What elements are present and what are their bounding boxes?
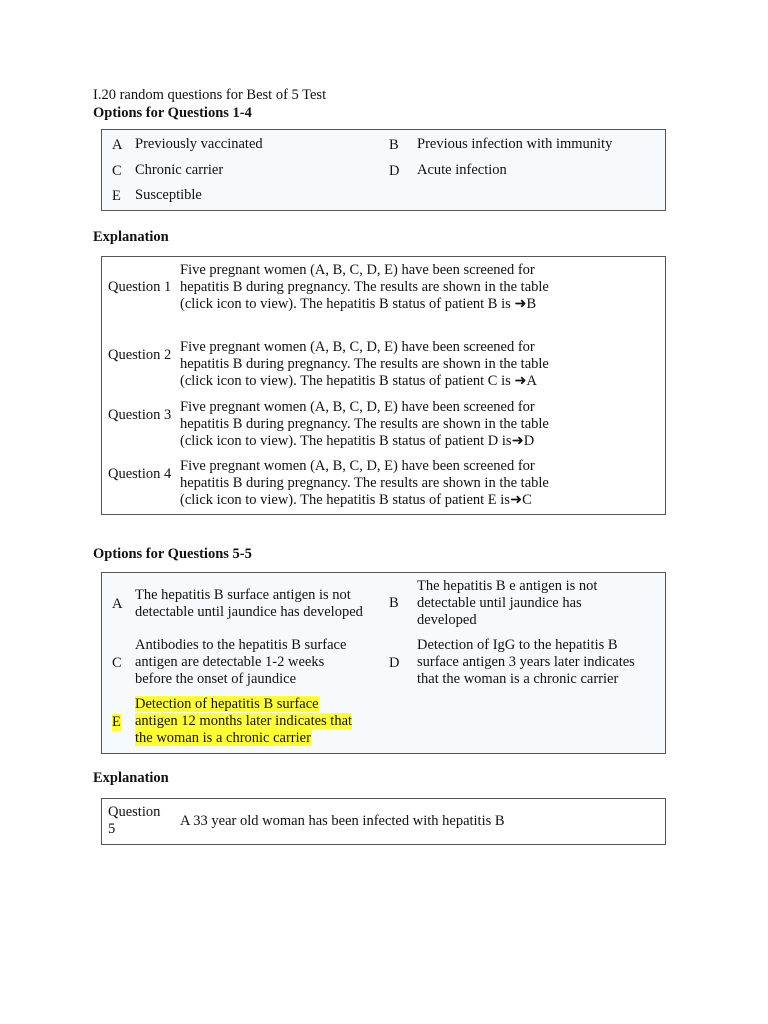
- question-label-5: Question 5: [108, 804, 161, 837]
- option-letter-e: E: [112, 188, 121, 204]
- option2-letter-d: D: [389, 655, 400, 671]
- option2-text-d: Detection of IgG to the hepatitis B surface antigen 3 years later indicates that the woman is a chronic carrier: [417, 637, 635, 687]
- question-label-2: Question 2: [108, 347, 172, 363]
- answer-3: D: [523, 433, 535, 449]
- option2-letter-c: C: [112, 655, 122, 671]
- option2-text-a: The hepatitis B surface antigen is not detectable until jaundice has developed: [135, 587, 363, 620]
- right-arrow-icon: ➜: [511, 433, 524, 449]
- option2-letter-e: E: [112, 714, 121, 730]
- question-text-2: Five pregnant women (A, B, C, D, E) have been screened for hepatitis B during pregnancy. The results are shown in the table (click icon to view). The hepatitis B status of patient C is ➜A: [180, 339, 549, 389]
- answer-2: A: [526, 373, 538, 389]
- option-text-a: Previously vaccinated: [135, 136, 263, 152]
- question-label-4: Question 4: [108, 466, 172, 482]
- question-label-1: Question 1: [108, 279, 172, 295]
- option2-text-b: The hepatitis B e antigen is not detectable until jaundice has developed: [417, 578, 598, 628]
- explanation-heading-1: Explanation: [93, 229, 169, 245]
- question-text-5: A 33 year old woman has been infected with hepatitis B: [180, 813, 505, 829]
- question-text-1: Five pregnant women (A, B, C, D, E) have been screened for hepatitis B during pregnancy. The results are shown in the table (click icon to view). The hepatitis B status of patient B is ➜B: [180, 262, 549, 312]
- option-text-d: Acute infection: [417, 162, 507, 178]
- option-letter-c: C: [112, 163, 122, 179]
- options-heading-5-5: Options for Questions 5-5: [93, 546, 252, 562]
- answer-4: C: [522, 492, 532, 508]
- explanation-table-5: [101, 798, 666, 845]
- right-arrow-icon: ➜: [514, 296, 527, 312]
- option-letter-b: B: [389, 137, 399, 153]
- option2-text-e-highlighted: Detection of hepatitis B surface antigen 12 months later indicates that the woman is a chronic carrier: [135, 696, 353, 746]
- right-arrow-icon: ➜: [514, 373, 527, 389]
- option2-letter-a: A: [112, 596, 123, 612]
- question-label-3: Question 3: [108, 407, 172, 423]
- explanation-heading-2: Explanation: [93, 770, 169, 786]
- question-text-4: Five pregnant women (A, B, C, D, E) have been screened for hepatitis B during pregnancy. The results are shown in the table (click icon to view). The hepatitis B status of patient E is➜C: [180, 458, 549, 508]
- options-table-1-4: [101, 129, 666, 211]
- option-text-e: Susceptible: [135, 187, 202, 203]
- option-letter-d: D: [389, 163, 400, 179]
- option-text-b: Previous infection with immunity: [417, 136, 613, 152]
- options-heading-1-4: Options for Questions 1-4: [93, 105, 252, 121]
- question-text-3: Five pregnant women (A, B, C, D, E) have been screened for hepatitis B during pregnancy. The results are shown in the table (click icon to view). The hepatitis B status of patient D is➜D: [180, 399, 549, 449]
- answer-1: B: [526, 296, 537, 312]
- document-title: I.20 random questions for Best of 5 Test: [93, 87, 327, 103]
- option2-text-c: Antibodies to the hepatitis B surface antigen are detectable 1-2 weeks before the onset of jaundice: [135, 637, 347, 687]
- option2-letter-b: B: [389, 595, 399, 611]
- options-table-5: [101, 572, 666, 754]
- explanation-table-1-4: [101, 256, 666, 515]
- option-letter-a: A: [112, 137, 123, 153]
- right-arrow-icon: ➜: [509, 492, 523, 508]
- option-text-c: Chronic carrier: [135, 162, 224, 178]
